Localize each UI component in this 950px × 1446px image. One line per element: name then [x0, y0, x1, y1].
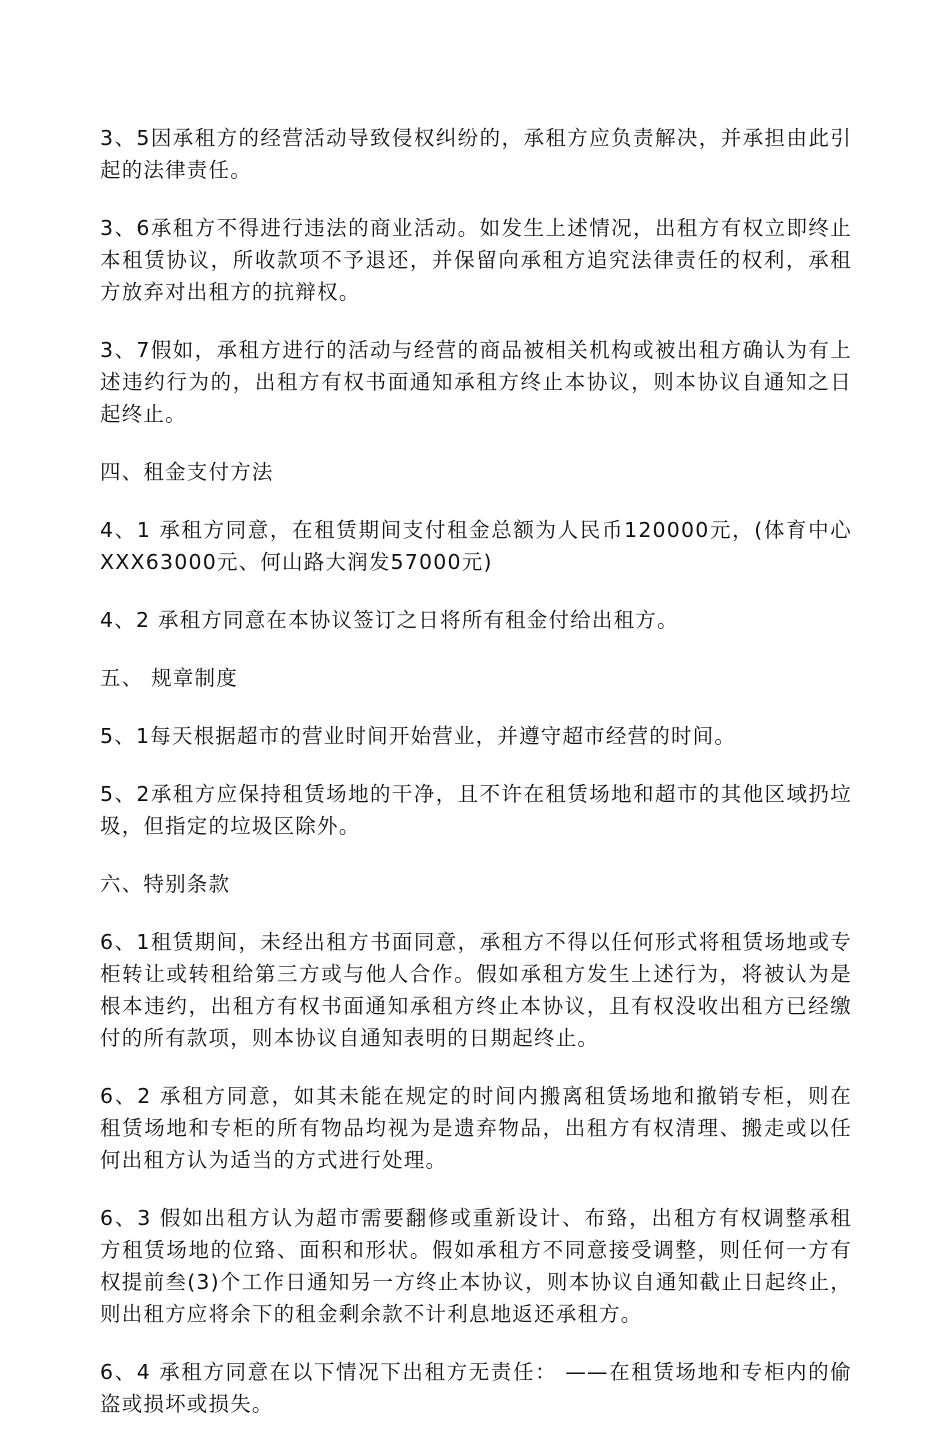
- document-body: [100, 122, 852, 1446]
- section-heading-6: 六、特别条款: [100, 872, 231, 896]
- section-heading-5: 五、 规章制度: [100, 666, 238, 690]
- clause-6-1: 6、1租赁期间，未经出租方书面同意，承租方不得以任何形式将租赁场地或专柜转让或转租给第三方或与他人合作。假如承租方发生上述行为，将被认为是根本违约，出租方有权书面通知承租方终止本协议，且有权没收出租方已经缴付的所有款项，则本协议自通知表明的日期起终止。: [100, 930, 852, 1050]
- clause-6-4: 6、4 承租方同意在以下情况下出租方无责任： ——在租赁场地和专柜内的偷盗或损坏或损失。: [100, 1360, 852, 1416]
- clause-4-2: 4、2 承租方同意在本协议签订之日将所有租金付给出租方。: [100, 608, 679, 632]
- clause-5-1: 5、1每天根据超市的营业时间开始营业，并遵守超市经营的时间。: [100, 724, 737, 748]
- clause-3-6: 3、6承租方不得进行违法的商业活动。如发生上述情况，出租方有权立即终止本租赁协议，所收款项不予退还，并保留向承租方追究法律责任的权利，承租方放弃对出租方的抗辩权。: [100, 216, 852, 304]
- clause-5-2: 5、2承租方应保持租赁场地的干净，且不许在租赁场地和超市的其他区域扔垃圾，但指定的垃圾区除外。: [100, 782, 852, 838]
- clause-3-5: 3、5因承租方的经营活动导致侵权纠纷的，承租方应负责解决，并承担由此引起的法律责任。: [100, 126, 852, 182]
- section-heading-4: 四、租金支付方法: [100, 460, 274, 484]
- clause-6-3: 6、3 假如出租方认为超市需要翻修或重新设计、布臵，出租方有权调整承租方租赁场地的位臵、面积和形状。假如承租方不同意接受调整，则任何一方有权提前叁(3)个工作日通知另一方终止本协议，则本协议自通知截止日起终止，则出租方应将余下的租金剩余款不计利息地返还承租方。: [100, 1206, 852, 1326]
- clause-4-1: 4、1 承租方同意，在租赁期间支付租金总额为人民币120000元，(体育中心XXX63000元、何山路大润发57000元): [100, 518, 852, 574]
- clause-6-2: 6、2 承租方同意，如其未能在规定的时间内搬离租赁场地和撤销专柜，则在租赁场地和专柜的所有物品均视为是遗弃物品，出租方有权清理、搬走或以任何出租方认为适当的方式进行处理。: [100, 1084, 852, 1172]
- clause-3-7: 3、7假如，承租方进行的活动与经营的商品被相关机构或被出租方确认为有上述违约行为的，出租方有权书面通知承租方终止本协议，则本协议自通知之日起终止。: [100, 338, 852, 426]
